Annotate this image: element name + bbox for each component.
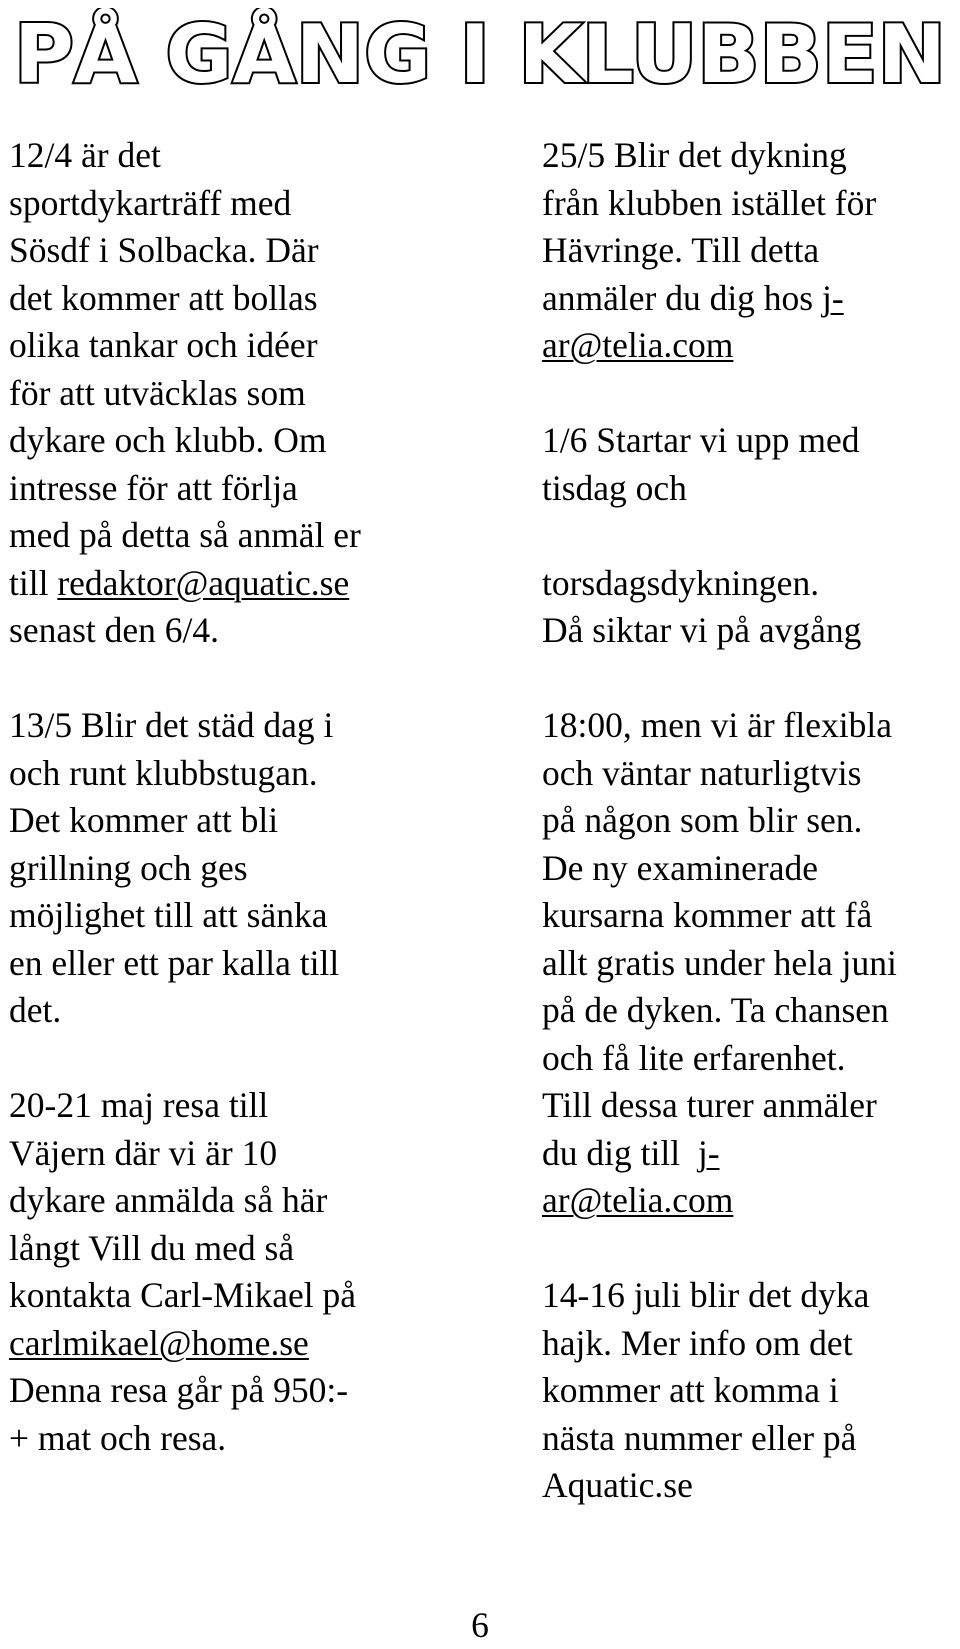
text-line xyxy=(9,560,479,608)
text-line: 13/5 Blir det städ dag i xyxy=(9,705,334,745)
text-line: kommer att komma i xyxy=(542,1370,839,1410)
text-line: långt Vill du med så xyxy=(9,1227,295,1268)
text-line: 1/6 Startar vi upp med xyxy=(542,420,860,460)
text-line: 20-21 maj resa till xyxy=(9,1085,269,1125)
text-line: nästa nummer eller på xyxy=(542,1417,857,1458)
text-line: från klubben istället för xyxy=(542,182,877,223)
text-line: kontakta Carl-Mikael på xyxy=(9,1275,356,1315)
email-link-carlmikael[interactable]: carlmikael@home.se xyxy=(9,1322,309,1363)
text-line: olika tankar och idéer xyxy=(9,325,318,365)
text-line: De ny examinerade xyxy=(542,847,818,888)
text-line: möjlighet till att sänka xyxy=(9,895,328,935)
text-line: + mat och resa. xyxy=(9,1417,227,1458)
text-line: kursarna kommer att få xyxy=(542,895,873,935)
text-line: och runt klubbstugan. xyxy=(9,752,318,793)
text-line: Till dessa turer anmäler xyxy=(542,1085,877,1125)
text-line: 14-16 juli blir det dyka xyxy=(542,1275,870,1315)
text-line: Aquatic.se xyxy=(542,1465,693,1505)
page-title xyxy=(10,8,950,90)
text-line: på de dyken. Ta chansen xyxy=(542,990,889,1030)
text-line: Väjern där vi är 10 xyxy=(9,1132,278,1173)
text-line: senast den 6/4. xyxy=(9,610,220,650)
text-line: sportdykarträff med xyxy=(9,182,292,223)
text-line: och få lite erfarenhet. xyxy=(542,1037,846,1078)
text-line: allt gratis under hela juni xyxy=(542,942,897,983)
text-line: tisdag och xyxy=(542,467,687,508)
text-fragment: till xyxy=(9,562,58,603)
text-line: Sösdf i Solbacka. Där xyxy=(9,230,319,270)
paragraph-gap xyxy=(542,1225,960,1273)
email-link-jar-part1[interactable]: j- xyxy=(822,277,844,318)
text-line: Hävringe. Till detta xyxy=(542,230,820,270)
text-line: det. xyxy=(9,990,62,1030)
text-line: hajk. Mer info om det xyxy=(542,1322,853,1363)
email-link-jar-part1[interactable]: j- xyxy=(697,1132,720,1173)
text-line: det kommer att bollas xyxy=(9,277,318,318)
text-line xyxy=(542,1130,960,1178)
paragraph-gap xyxy=(9,1035,479,1083)
text-line: torsdagsdykningen. xyxy=(542,562,820,603)
text-fragment: du dig till xyxy=(542,1132,698,1173)
text-line: dykare anmälda så här xyxy=(9,1180,328,1220)
text-line: med på detta så anmäl er xyxy=(9,515,361,555)
text-line: 12/4 är det xyxy=(9,135,161,175)
email-link-jar-part2[interactable]: ar@telia.com xyxy=(542,325,734,365)
text-line: på någon som blir sen. xyxy=(542,800,863,840)
text-line: grillning och ges xyxy=(9,847,248,888)
text-line: 25/5 Blir det dykning xyxy=(542,135,847,175)
page-title-text: PÅ GÅNG I KLUBBEN xyxy=(14,8,927,90)
text-line: en eller ett par kalla till xyxy=(9,942,340,983)
right-column xyxy=(542,132,960,1510)
text-line xyxy=(542,322,960,370)
text-line xyxy=(542,1177,960,1225)
paragraph-gap xyxy=(542,655,960,703)
text-line: intresse för att förlja xyxy=(9,467,298,508)
email-link-jar-part2[interactable]: ar@telia.com xyxy=(542,1180,734,1220)
text-line: för att utväcklas som xyxy=(9,372,306,413)
text-line: Denna resa går på 950:- xyxy=(9,1370,349,1410)
text-line: Då siktar vi på avgång xyxy=(542,610,862,650)
text-line xyxy=(542,275,960,323)
paragraph-gap xyxy=(9,655,479,703)
text-line: och väntar naturligtvis xyxy=(542,752,862,793)
text-line: 18:00, men vi är flexibla xyxy=(542,705,892,745)
text-line: dykare och klubb. Om xyxy=(9,420,327,460)
paragraph-gap xyxy=(542,370,960,418)
page-title-outline xyxy=(10,8,950,90)
text-line: Det kommer att bli xyxy=(9,800,279,840)
paragraph-gap xyxy=(542,512,960,560)
text-fragment: anmäler du dig hos xyxy=(542,277,822,318)
left-column xyxy=(9,132,479,1462)
page-number: 6 xyxy=(471,1605,489,1645)
email-link-redaktor[interactable]: redaktor@aquatic.se xyxy=(57,562,350,603)
